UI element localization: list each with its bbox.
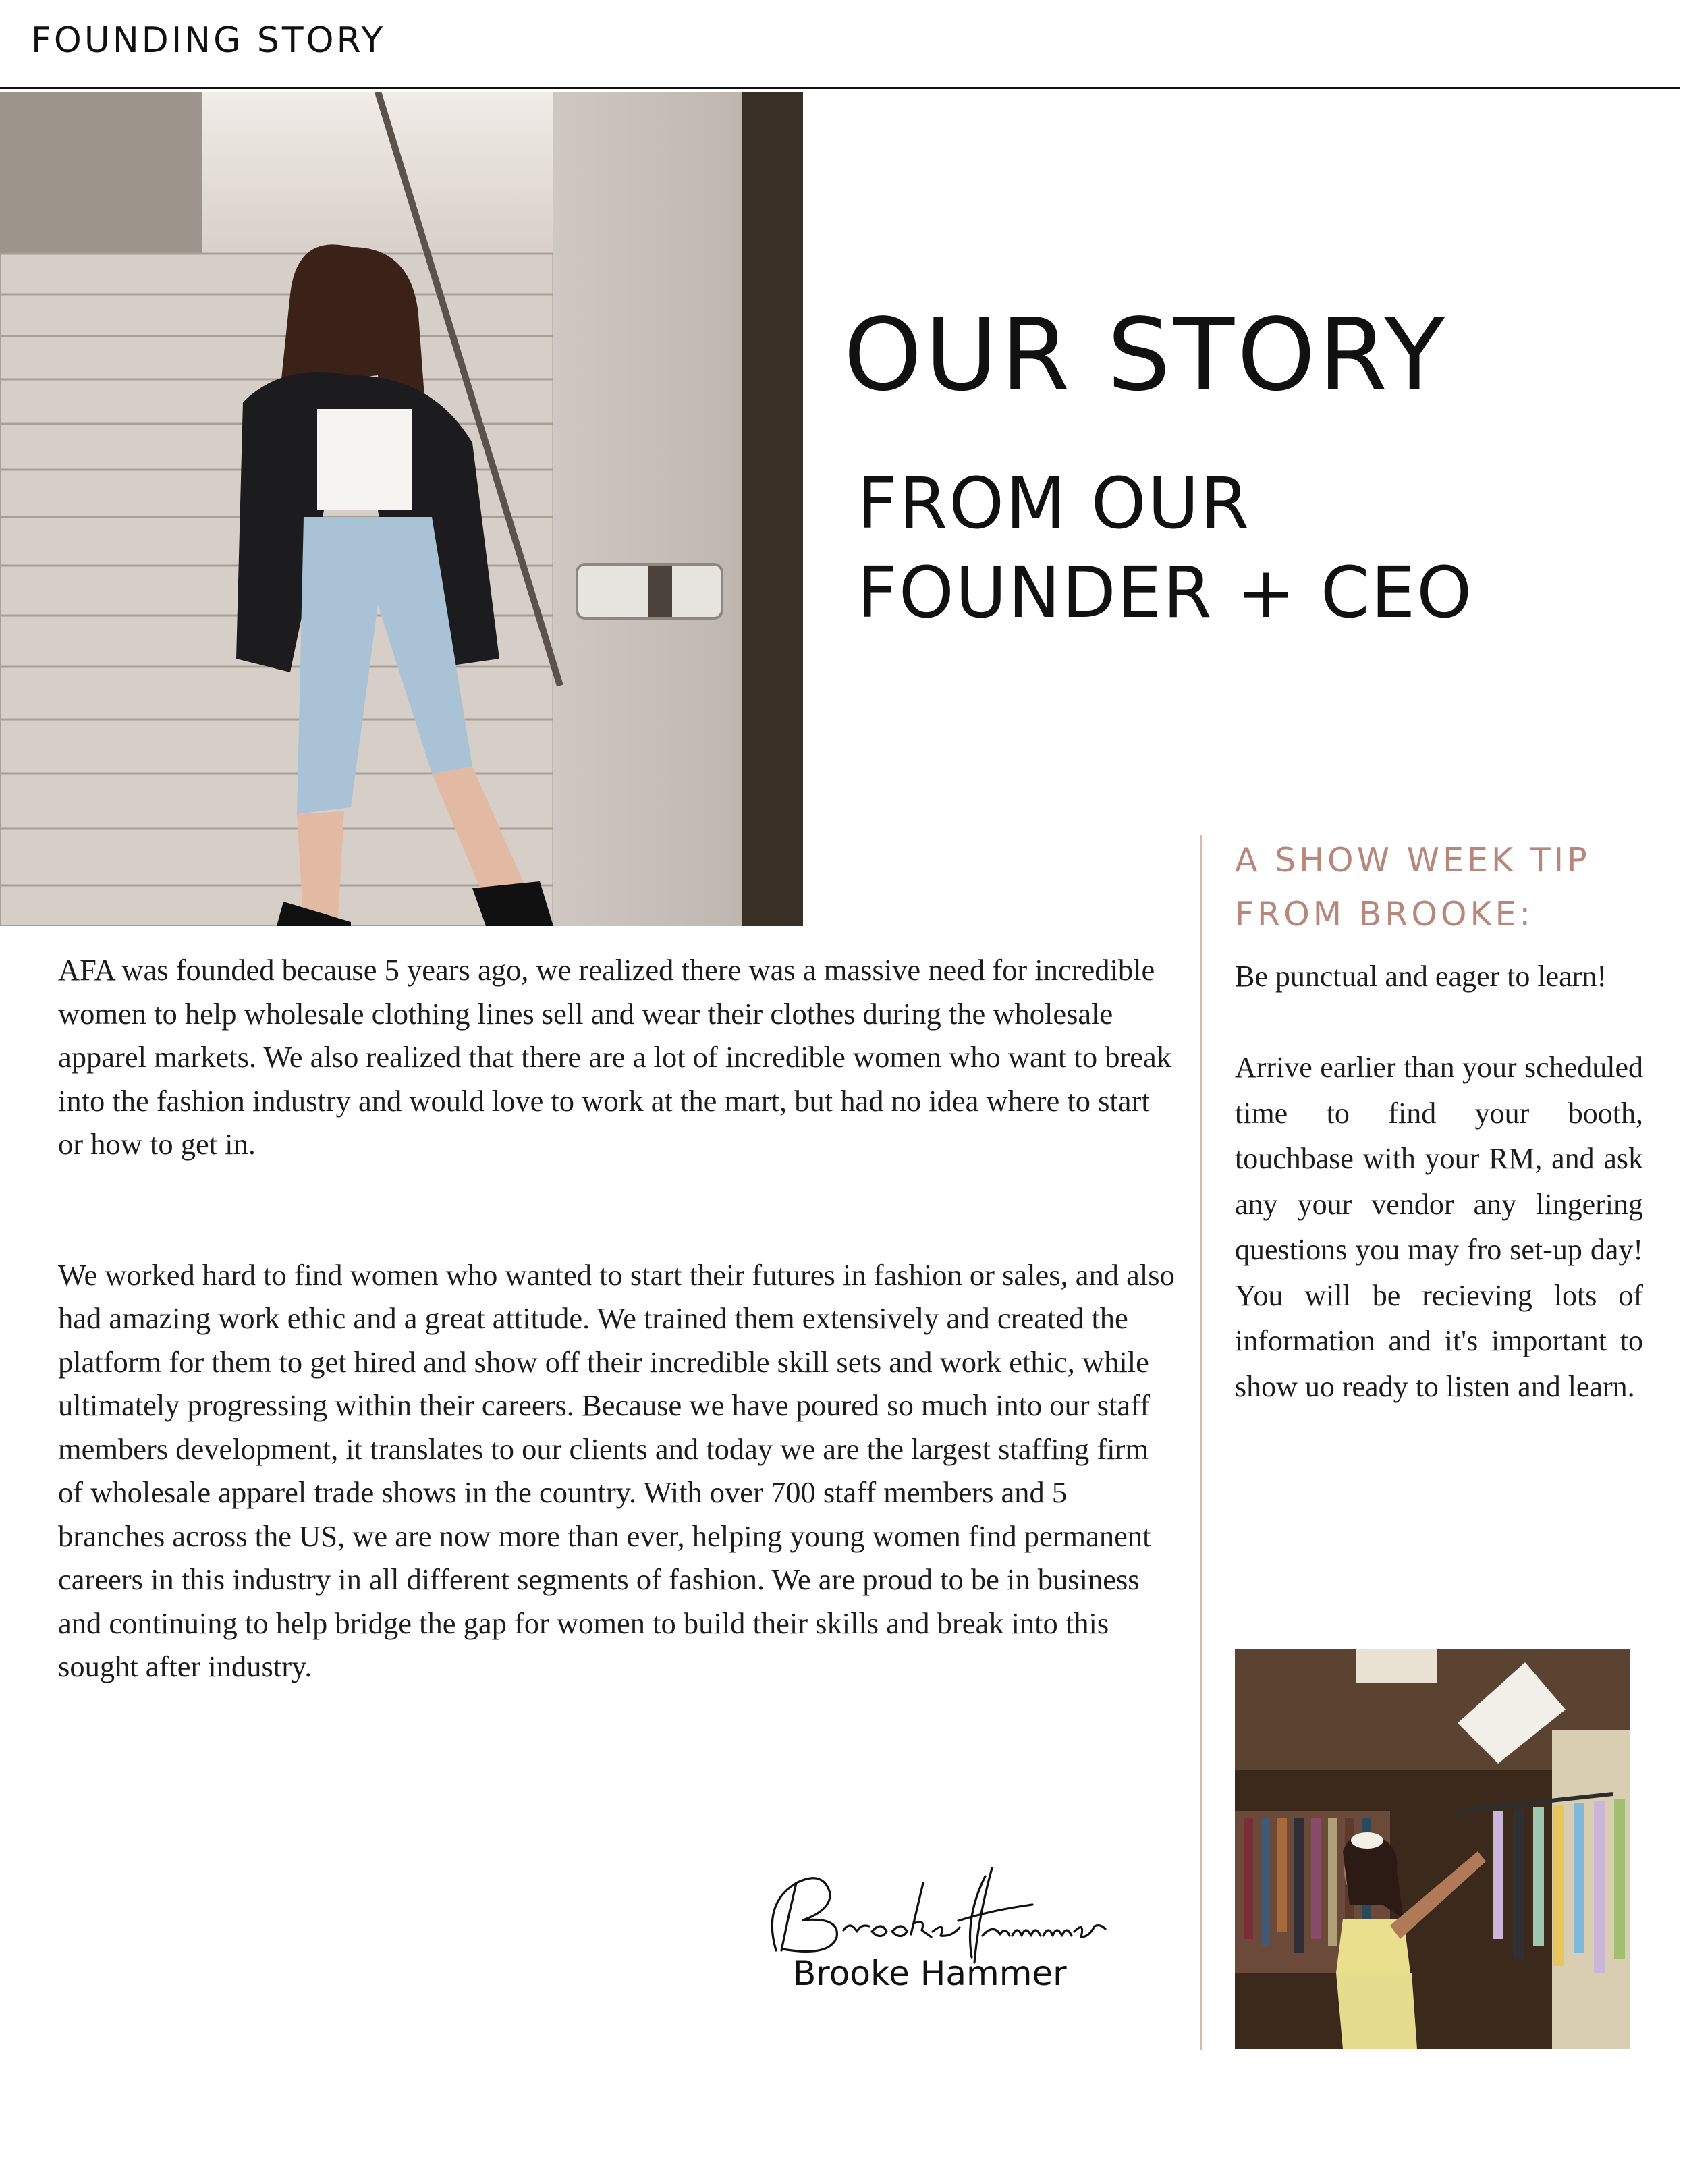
page-subtitle xyxy=(857,459,1473,637)
section-label: FOUNDING STORY xyxy=(31,20,386,61)
founding-story-body xyxy=(58,948,1178,1689)
tip-body xyxy=(1235,954,1643,1409)
sidebar-divider xyxy=(1200,835,1202,2050)
trade-show-photo xyxy=(1235,1649,1630,2049)
founder-staircase-photo xyxy=(0,92,803,926)
subtitle-line-1: FROM OUR xyxy=(857,462,1250,545)
trade-show-photo-illustration xyxy=(1235,1649,1630,2049)
tip-heading-line-1: A SHOW WEEK TIP xyxy=(1235,841,1591,879)
story-paragraph: We worked hard to find women who wanted to start their futures in fashion or sales, and also had amazing work ethic and a great attitude. We trained them extensively and created the platform for them to get hired and show off their incredible skill sets and work ethic, while ultimately progressing within their careers. Because we have poured so much into our staff members development, it translates to our clients and today we are the largest staffing firm of wholesale apparel trade shows in the country. With over 700 staff members and 5 branches across the US, we are now more than ever, helping young women find permanent careers in this industry in all different segments of fashion. We are proud to be in business and continuing to help bridge the gap for women to build their skills and break into this sought after industry. xyxy=(58,1257,1175,1683)
tip-paragraph: Arrive earlier than your scheduled time to find your booth, touchbase with your RM, and ask any your vendor any lingering questions you may fro set-up day! You will be recieving lots of information and it's important to show uo ready to listen and learn. xyxy=(1235,1051,1643,1403)
tip-heading-line-2: FROM BROOKE: xyxy=(1235,895,1534,933)
tip-heading xyxy=(1235,834,1667,941)
story-paragraph: AFA was founded because 5 years ago, we realized there was a massive need for incredible women to help wholesale clothing lines sell and wear their clothes during the wholesale apparel markets. We also realized that there are a lot of incredible women who want to break into the fashion industry and would love to work at the mart, but had no idea where to start or how to get in. xyxy=(58,953,1172,1161)
tip-paragraph: Be punctual and eager to learn! xyxy=(1235,960,1607,993)
header-divider xyxy=(0,87,1680,89)
subtitle-line-2: FOUNDER + CEO xyxy=(857,551,1474,634)
founder-photo-illustration xyxy=(0,92,803,926)
founder-name: Brooke Hammer xyxy=(793,1954,1067,1993)
page-title: OUR STORY xyxy=(844,297,1448,413)
